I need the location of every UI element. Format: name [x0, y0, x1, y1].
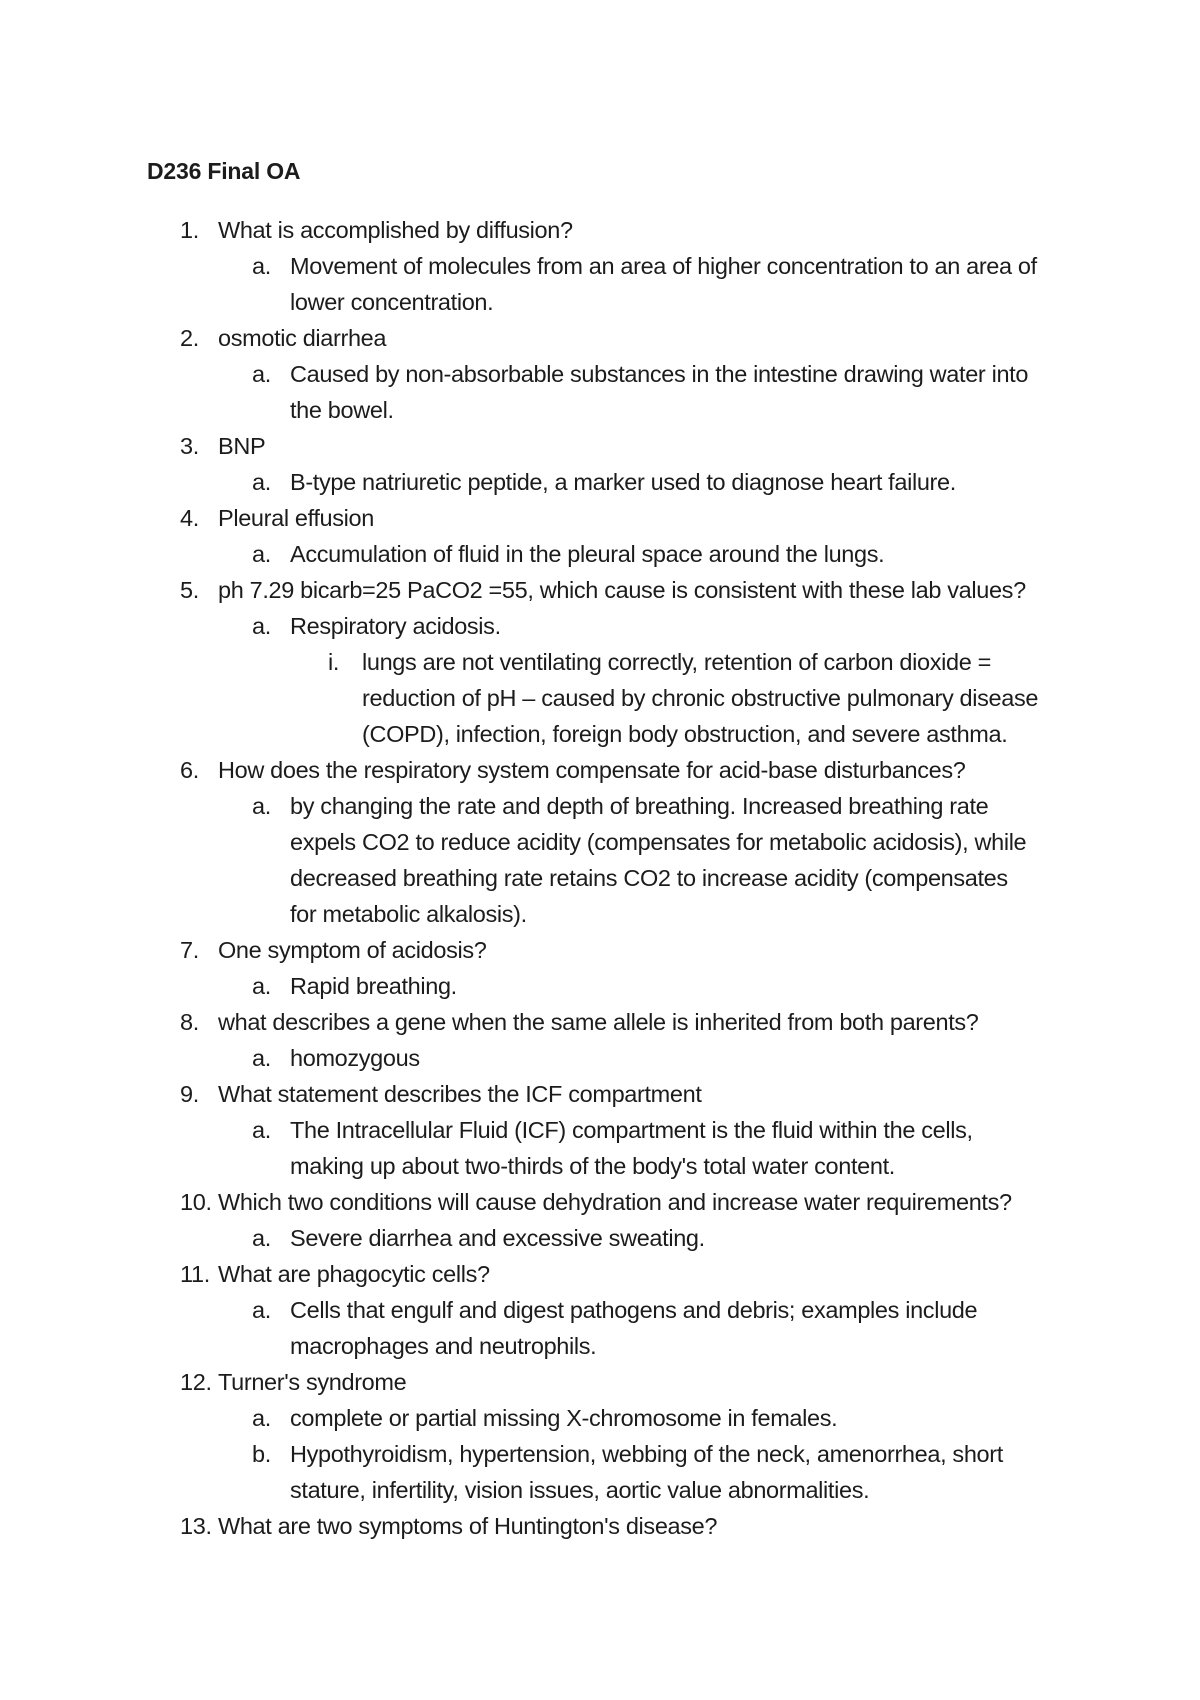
list-number: a. — [252, 541, 271, 567]
question-line — [0, 1364, 1200, 1400]
sub-answer-line — [0, 716, 1200, 752]
sub-answer-line — [0, 644, 1200, 680]
list-number: 12. — [180, 1369, 212, 1395]
line-text: expels CO2 to reduce acidity (compensates for metabolic acidosis), while — [290, 829, 1027, 855]
question-line — [0, 752, 1200, 788]
line-text: homozygous — [290, 1045, 420, 1071]
line-text: Hypothyroidism, hypertension, webbing of the neck, amenorrhea, short — [290, 1441, 1003, 1467]
question-line — [0, 212, 1200, 248]
list-number: b. — [252, 1441, 271, 1467]
list-number: a. — [252, 361, 271, 387]
line-text: How does the respiratory system compensate for acid-base disturbances? — [218, 757, 966, 783]
answer-line — [0, 464, 1200, 500]
line-text: What are two symptoms of Huntington's disease? — [218, 1513, 718, 1539]
answer-line — [0, 860, 1200, 896]
list-number: a. — [252, 253, 271, 279]
line-text: by changing the rate and depth of breathing. Increased breathing rate — [290, 793, 989, 819]
list-number: 5. — [180, 577, 199, 603]
answer-line — [0, 536, 1200, 572]
answer-line — [0, 1292, 1200, 1328]
line-text: One symptom of acidosis? — [218, 937, 487, 963]
question-line — [0, 320, 1200, 356]
line-text: The Intracellular Fluid (ICF) compartment is the fluid within the cells, — [290, 1117, 973, 1143]
document-title: D236 Final OA — [147, 158, 301, 184]
list-number: 6. — [180, 757, 199, 783]
list-number: a. — [252, 793, 271, 819]
list-number: 2. — [180, 325, 199, 351]
question-line — [0, 1004, 1200, 1040]
list-number: a. — [252, 973, 271, 999]
question-list — [0, 212, 1200, 1544]
sub-answer-line — [0, 680, 1200, 716]
line-text: What statement describes the ICF compartment — [218, 1081, 702, 1107]
line-text: B-type natriuretic peptide, a marker used to diagnose heart failure. — [290, 469, 956, 495]
list-number: 1. — [180, 217, 199, 243]
line-text: reduction of pH – caused by chronic obstructive pulmonary disease — [362, 685, 1039, 711]
line-text: Movement of molecules from an area of higher concentration to an area of — [290, 253, 1037, 279]
line-text: macrophages and neutrophils. — [290, 1333, 597, 1359]
answer-line — [0, 788, 1200, 824]
answer-line — [0, 1040, 1200, 1076]
question-line — [0, 1076, 1200, 1112]
line-text: Severe diarrhea and excessive sweating. — [290, 1225, 705, 1251]
question-line — [0, 1508, 1200, 1544]
line-text: what describes a gene when the same allele is inherited from both parents? — [218, 1009, 979, 1035]
list-number: a. — [252, 613, 271, 639]
answer-line — [0, 824, 1200, 860]
answer-line — [0, 968, 1200, 1004]
list-number: a. — [252, 1117, 271, 1143]
list-number: 10. — [180, 1189, 212, 1215]
list-number: 9. — [180, 1081, 199, 1107]
answer-line — [0, 248, 1200, 284]
list-number: a. — [252, 1405, 271, 1431]
answer-line — [0, 392, 1200, 428]
list-number: a. — [252, 1297, 271, 1323]
list-number: i. — [328, 649, 340, 675]
line-text: Caused by non-absorbable substances in the intestine drawing water into — [290, 361, 1029, 387]
line-text: for metabolic alkalosis). — [290, 901, 527, 927]
question-line — [0, 500, 1200, 536]
question-line — [0, 428, 1200, 464]
answer-line — [0, 1400, 1200, 1436]
answer-line — [0, 896, 1200, 932]
answer-line — [0, 1472, 1200, 1508]
line-text: Rapid breathing. — [290, 973, 457, 999]
list-number: a. — [252, 1225, 271, 1251]
answer-line — [0, 1436, 1200, 1472]
line-text: What are phagocytic cells? — [218, 1261, 490, 1287]
line-text: Pleural effusion — [218, 505, 374, 531]
line-text: lungs are not ventilating correctly, retention of carbon dioxide = — [362, 649, 991, 675]
line-text: lower concentration. — [290, 289, 494, 315]
question-line — [0, 1184, 1200, 1220]
answer-line — [0, 1220, 1200, 1256]
question-line — [0, 1256, 1200, 1292]
list-number: a. — [252, 469, 271, 495]
line-text: stature, infertility, vision issues, aortic value abnormalities. — [290, 1477, 870, 1503]
line-text: Turner's syndrome — [218, 1369, 407, 1395]
answer-line — [0, 1328, 1200, 1364]
line-text: Respiratory acidosis. — [290, 613, 501, 639]
list-number: 11. — [180, 1261, 210, 1287]
line-text: osmotic diarrhea — [218, 325, 387, 351]
question-line — [0, 572, 1200, 608]
answer-line — [0, 608, 1200, 644]
list-number: 13. — [180, 1513, 212, 1539]
line-text: ph 7.29 bicarb=25 PaCO2 =55, which cause is consistent with these lab values? — [218, 577, 1026, 603]
line-text: the bowel. — [290, 397, 394, 423]
list-number: 3. — [180, 433, 199, 459]
list-number: 7. — [180, 937, 199, 963]
list-number: a. — [252, 1045, 271, 1071]
question-line — [0, 932, 1200, 968]
line-text: (COPD), infection, foreign body obstruction, and severe asthma. — [362, 721, 1008, 747]
line-text: What is accomplished by diffusion? — [218, 217, 573, 243]
list-number: 4. — [180, 505, 199, 531]
line-text: making up about two-thirds of the body's total water content. — [290, 1153, 895, 1179]
answer-line — [0, 1112, 1200, 1148]
line-text: decreased breathing rate retains CO2 to increase acidity (compensates — [290, 865, 1008, 891]
answer-line — [0, 284, 1200, 320]
line-text: Cells that engulf and digest pathogens and debris; examples include — [290, 1297, 978, 1323]
line-text: complete or partial missing X-chromosome in females. — [290, 1405, 838, 1431]
line-text: BNP — [218, 433, 266, 459]
list-number: 8. — [180, 1009, 199, 1035]
line-text: Which two conditions will cause dehydration and increase water requirements? — [218, 1189, 1012, 1215]
line-text: Accumulation of fluid in the pleural space around the lungs. — [290, 541, 885, 567]
answer-line — [0, 1148, 1200, 1184]
answer-line — [0, 356, 1200, 392]
